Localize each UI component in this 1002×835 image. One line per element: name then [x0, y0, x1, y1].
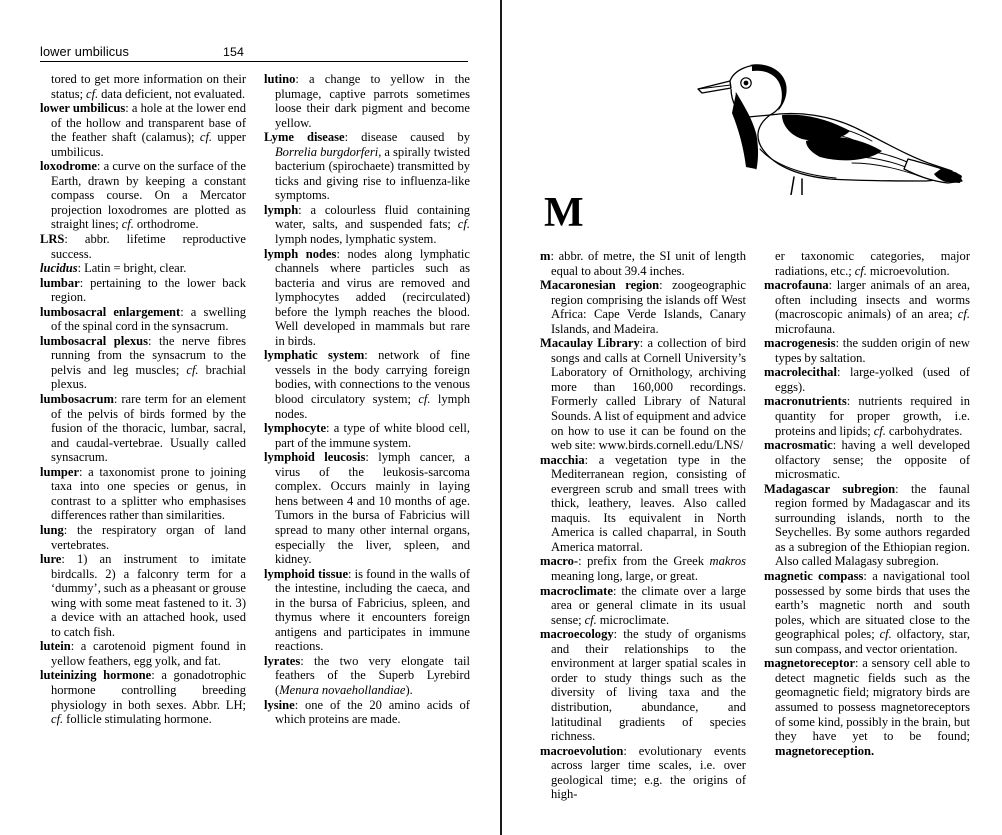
dictionary-entry [40, 101, 246, 159]
entry-definition: : a type of white blood cell, part of the immune system. [275, 421, 470, 450]
dictionary-entry [40, 639, 246, 668]
entry-headword: lymph [264, 202, 299, 217]
entry-definition: : the nerve fibres running from the synsacrum to the pelvis and leg muscles; cf. brachial plexus. [51, 333, 246, 392]
dictionary-entry [764, 278, 970, 336]
entry-definition: tored to get more information on their status; cf. data deficient, not evaluated. [51, 72, 246, 101]
entry-definition: : Latin = bright, clear. [77, 261, 187, 276]
entry-headword: lymphoid tissue [264, 566, 349, 581]
dictionary-entry [540, 453, 746, 555]
entry-definition: : a navigational tool possessed by some birds that uses the earth’s magnetic north and south poles, which are situated close to the geographical poles; cf. olfactory, star, sun compass, and vector orientation. [775, 569, 971, 656]
entry-headword: macronutrients [764, 394, 847, 409]
entry-headword: lutein [40, 639, 71, 654]
dictionary-entry [40, 276, 246, 305]
entry-headword: lumbar [40, 275, 80, 290]
running-head [40, 44, 468, 62]
column-1 [40, 72, 246, 727]
entry-headword: lymphocyte [264, 421, 327, 436]
column-2 [264, 72, 470, 727]
dictionary-entry [264, 654, 470, 698]
entry-headword: loxodrome [40, 159, 97, 174]
dictionary-entry [764, 336, 970, 365]
dictionary-entry [264, 348, 470, 421]
column-3 [540, 249, 746, 802]
entry-definition: : rare term for an element of the pelvis of birds formed by the fusion of the thoracic, lumbar, sacral, and caudal-vertebrae. Usually called synsacrum. [51, 392, 246, 465]
entry-definition: : disease caused by Borrelia burgdorferi, a spirally twisted bacterium (spirochaete) transmitted by ticks and giving rise to influenza-like symptoms. [275, 130, 470, 203]
dictionary-entry [40, 334, 246, 392]
entry-headword: lung [40, 522, 64, 537]
dictionary-entry [540, 336, 746, 452]
entry-definition: : 1) an instrument to imitate birdcalls. 2) a falconry term for a ‘dummy’, such as a pheasant or grouse wing with some meat fastened to it. 3) a device with an attached hook, used to catch fish. [51, 552, 246, 639]
entry-headword: lutino [264, 72, 296, 86]
entry-headword: magnetoreceptor [764, 656, 856, 671]
dictionary-entry [764, 569, 970, 656]
entry-headword: macrofauna [764, 278, 829, 293]
verso-page [40, 0, 470, 835]
entry-definition: er taxonomic categories, major radiations, etc.; cf. microevolution. [775, 249, 970, 278]
entry-definition: : a gonadotrophic hormone controlling breeding physiology in both sexes. Abbr. LH; cf. follicle stimulating hormone. [51, 668, 247, 727]
dictionary-entry [40, 305, 246, 334]
entry-definition: : prefix from the Greek makros meaning long, large, or great. [551, 554, 746, 584]
entry-headword: macrosmatic [764, 438, 833, 453]
dictionary-entry [40, 232, 246, 261]
dictionary-entry [264, 247, 470, 349]
entry-headword: lure [40, 552, 62, 567]
entry-headword: macroclimate [540, 583, 613, 598]
dictionary-entry [264, 72, 470, 130]
entry-definition: : a change to yellow in the plumage, captive parrots sometimes loose their dark pigment and become yellow. [275, 72, 470, 130]
entry-definition: : a collection of bird songs and calls at Cornell University’s Laboratory of Ornithology, archiving more than 160,000 recordings. Formerly called Library of Natural Sounds. A list of equipment and advice on how to use it can be found on the web site: www.birds.cornell.edu/LNS/ [551, 336, 746, 453]
entry-headword: Macaronesian region [540, 278, 660, 293]
dictionary-entry [264, 567, 470, 654]
entry-definition: : a hole at the lower end of the hollow and transparent base of the feather shaft (calamus); cf. upper umbilicus. [51, 101, 247, 159]
dictionary-entry [764, 365, 970, 394]
entry-headword: macrolecithal [764, 365, 837, 380]
dictionary-entry [40, 392, 246, 465]
entry-definition: : a taxonomist prone to joining taxa into one species or genus, in contrast to a splitter who emphasises differences rather than similarities. [51, 464, 246, 523]
dictionary-entry [764, 438, 970, 482]
dictionary-entry [764, 482, 970, 569]
entry-headword: macroevolution [540, 743, 624, 758]
entry-definition: : the study of organisms and their relationships to the environment at larger spatial scales in order to study things such as the diversity of living taxa and the distribution, abundance, and latitudinal gradients of species richness. [551, 627, 746, 744]
entry-definition: : lymph cancer, a virus of the leukosis-sarcoma complex. Occurs mainly in laying hens between 4 and 10 months of age. Tumors in the bursa of Fabricius will spread to many other internal organs, especially the liver, spleen, and kidney. [275, 450, 470, 567]
entry-headword: lumbosacrum [40, 392, 114, 407]
entry-continuation [40, 72, 246, 101]
entry-definition: : a colourless fluid containing water, salts, and suspended fats; cf. lymph nodes, lymphatic system. [275, 202, 470, 247]
entry-definition: : abbr. lifetime reproductive success. [51, 232, 246, 261]
dictionary-entry [40, 523, 246, 552]
entry-definition: : abbr. of metre, the SI unit of length equal to about 39.4 inches. [550, 249, 746, 278]
entry-definition: : having a well developed olfactory sense; the opposite of microsmatic. [775, 438, 970, 482]
dictionary-entry [40, 159, 246, 232]
entry-definition: : large-yolked (used of eggs). [775, 365, 970, 394]
running-head-title: lower umbilicus [40, 44, 129, 59]
entry-definition: : a swelling of the spinal cord in the synsacrum. [51, 304, 246, 334]
entry-definition: : nodes along lymphatic channels where particles such as bacteria and virus are removed and lymphocytes added (recirculated) before the lymph reaches the blood. Well developed in mammals but rare in birds. [275, 246, 470, 348]
dictionary-entry [764, 394, 970, 438]
entry-headword: lymphoid leucosis [264, 450, 366, 465]
entry-headword: macchia [540, 452, 585, 467]
entry-definition: : the faunal region formed by Madagascar and its surrounding islands, north to the Seychelles. By some authors regarded as a subregion of the Ethiopian region. Also called Malagasy subregion. [775, 481, 970, 569]
entry-headword: macrogenesis [764, 336, 836, 351]
entry-definition: : the respiratory organ of land vertebrates. [51, 522, 246, 552]
dictionary-entry [40, 552, 246, 639]
entry-headword: LRS [40, 232, 65, 247]
entry-headword: Macaulay Library [540, 336, 640, 351]
dictionary-entry [264, 698, 470, 727]
page-number: 154 [222, 45, 244, 59]
dictionary-entry [540, 584, 746, 628]
entry-definition: : the climate over a large area or general climate in its usual sense; cf. microclimate. [551, 583, 746, 627]
entry-definition: : evolutionary events across larger time scales, i.e. over geological time; e.g. the origins of high- [551, 743, 746, 802]
entry-headword: lymphatic system [264, 348, 365, 363]
page-gutter-divider [500, 0, 502, 835]
entry-headword: macro- [540, 554, 579, 569]
entry-definition: : zoogeographic region comprising the islands off West Africa: Cape Verde Islands, Canary Islands, and Madeira. [551, 278, 746, 336]
entry-headword: lysine [264, 697, 295, 712]
entry-definition: : a curve on the surface of the Earth, drawn by keeping a constant compass course. On a Mercator projection loxodromes are plotted as straight lines; cf. orthodrome. [51, 159, 246, 232]
entry-headword: lucidus [40, 261, 78, 276]
dictionary-entry [540, 554, 746, 583]
magpie-lark-bird-illustration [690, 55, 972, 195]
entry-definition: : a vegetation type in the Mediterranean region, consisting of evergreen scrub and small trees with thick, leathery, leaves. Also called maquis. Its equivalent in North America is called chaparral, in South America matorral. [551, 452, 746, 554]
dictionary-entry [540, 627, 746, 743]
entry-definition: : nutrients required in quantity for proper growth, i.e. proteins and lipids; cf. carbohydrates. [775, 394, 970, 438]
section-letter-heading: M [544, 190, 584, 236]
entry-headword: macroecology [540, 627, 614, 642]
verso-columns [40, 72, 470, 732]
dictionary-entry [540, 278, 746, 336]
entry-definition: : a sensory cell able to detect magnetic fields such as the geomagnetic field; migratory birds are assumed to possess magnetoreceptors of some kind, possibly in the brain, but they have yet to be found; magnetoreception. [775, 656, 970, 758]
entry-headword: m [540, 249, 551, 263]
entry-continuation [764, 249, 970, 278]
entry-headword: Madagascar subregion [764, 481, 896, 496]
entry-definition: : the two very elongate tail feathers of the Superb Lyrebird (Menura novaehollandiae). [275, 653, 470, 697]
dictionary-entry [40, 668, 246, 726]
entry-definition: : larger animals of an area, often including insects and worms (macroscopic animals) of an area; cf. microfauna. [775, 278, 970, 336]
recto-columns [540, 249, 972, 809]
recto-page [540, 0, 972, 835]
entry-headword: lumbosacral plexus [40, 333, 148, 348]
entry-headword: lumbosacral enlargement [40, 304, 181, 319]
dictionary-entry [264, 130, 470, 203]
entry-definition: : one of the 20 amino acids of which proteins are made. [275, 697, 470, 727]
dictionary-entry [40, 465, 246, 523]
entry-definition: : a carotenoid pigment found in yellow feathers, egg yolk, and fat. [51, 639, 246, 668]
dictionary-entry [264, 421, 470, 450]
entry-headword: lyrates [264, 653, 301, 668]
entry-headword: magnetic compass [764, 569, 864, 584]
entry-headword: Lyme disease [264, 130, 345, 145]
dictionary-entry [764, 656, 970, 758]
entry-headword: lower umbilicus [40, 101, 126, 116]
entry-headword: lymph nodes [264, 246, 337, 261]
entry-headword: luteinizing hormone [40, 668, 152, 683]
entry-headword: lumper [40, 464, 80, 479]
entry-definition: : network of fine vessels in the body carrying foreign bodies, with connections to the venous blood circulatory system; cf. lymph nodes. [275, 348, 470, 421]
entry-definition: : the sudden origin of new types by saltation. [775, 336, 970, 365]
dictionary-entry [540, 744, 746, 802]
dictionary-entry [264, 450, 470, 566]
entry-definition: : is found in the walls of the intestine, including the caeca, and in the bursa of Fabricius, spleen, and thymus where it encounters foreign antigens and participates in immune reactions. [275, 566, 470, 654]
dictionary-entry [40, 261, 246, 276]
column-4 [764, 249, 970, 802]
entry-definition: : pertaining to the lower back region. [51, 275, 246, 305]
dictionary-entry [264, 203, 470, 247]
dictionary-entry [540, 249, 746, 278]
